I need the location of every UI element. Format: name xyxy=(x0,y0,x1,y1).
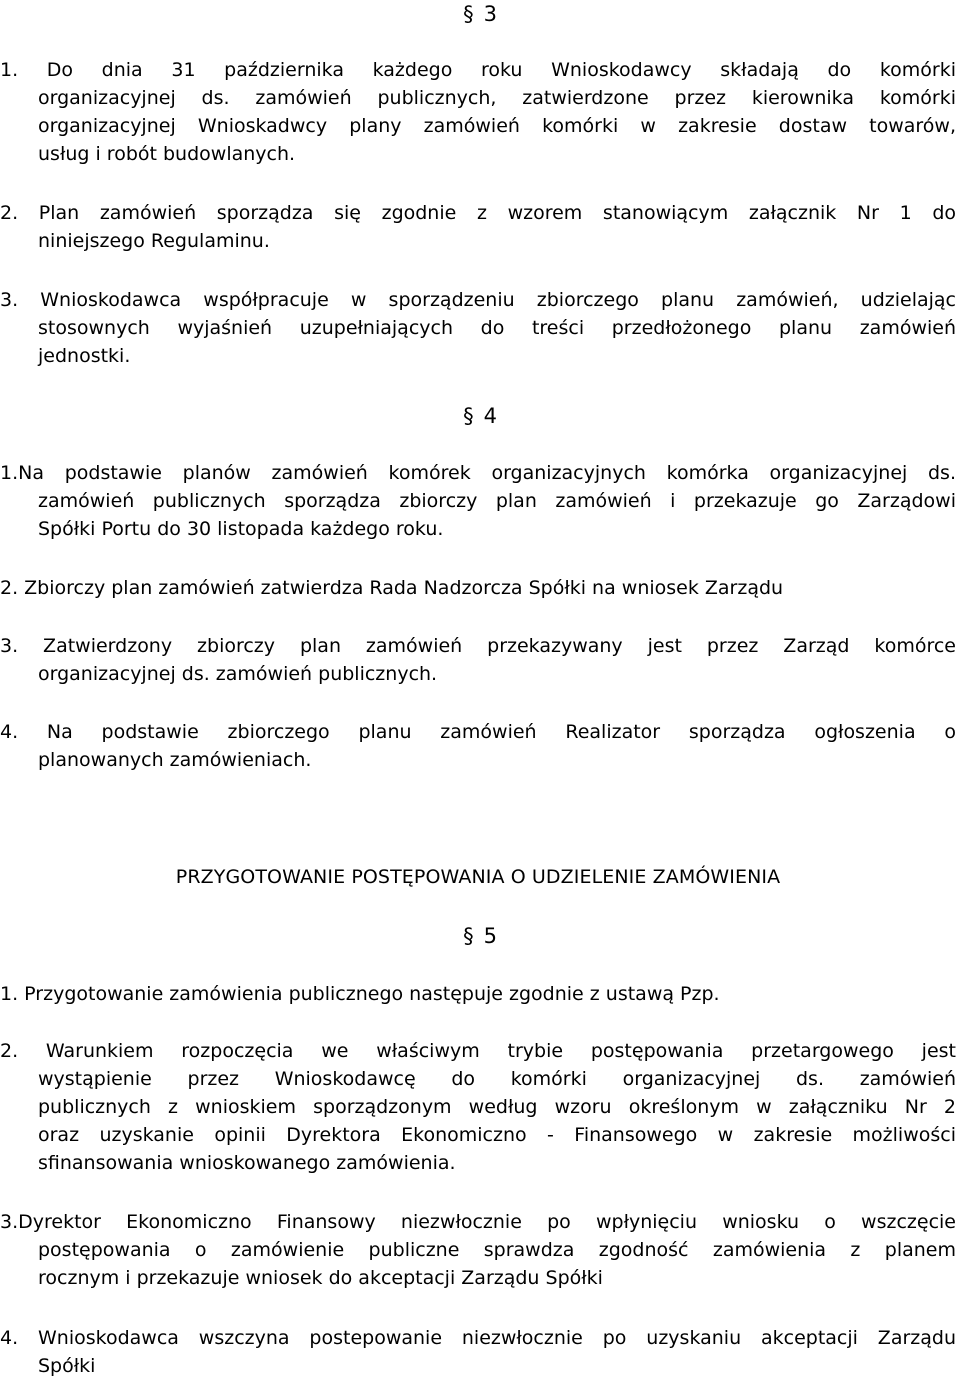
section-number: 5 xyxy=(483,924,497,948)
s4-paragraph-4 xyxy=(0,718,956,774)
text-line: 2. Zbiorczy plan zamówień zatwierdza Rada Nadzorcza Spółki na wniosek Zarządu xyxy=(0,577,784,599)
s3-paragraph-3 xyxy=(0,286,956,370)
text-line: 1. Do dnia 31 października każdego roku Wnioskodawcy składają do komórki xyxy=(0,59,956,81)
text-line: rocznym i przekazuje wniosek do akceptacji Zarządu Spółki xyxy=(38,1267,603,1289)
section-symbol: § xyxy=(463,404,474,428)
text-line: planowanych zamówieniach. xyxy=(38,749,312,771)
text-line: 3.Dyrektor Ekonomiczno Finansowy niezwłocznie po wpłynięciu wniosku o wszczęcie xyxy=(0,1211,956,1233)
text-line: 2. Plan zamówień sporządza się zgodnie z wzorem stanowiącym załącznik Nr 1 do xyxy=(0,202,956,224)
text-line: organizacyjnej Wnioskadwcy plany zamówień komórki w zakresie dostaw towarów, xyxy=(38,115,956,137)
text-line: 1. Przygotowanie zamówienia publicznego następuje zgodnie z ustawą Pzp. xyxy=(0,983,720,1005)
chapter-heading: PRZYGOTOWANIE POSTĘPOWANIA O UDZIELENIE ZAMÓWIENIA xyxy=(175,866,781,888)
section-4-marker xyxy=(0,402,960,430)
text-line: 4. Na podstawie zbiorczego planu zamówień Realizator sporządza ogłoszenia o xyxy=(0,721,956,743)
text-line: zamówień publicznych sporządza zbiorczy plan zamówień i przekazuje go Zarządowi xyxy=(38,490,956,512)
s5-paragraph-1 xyxy=(0,980,956,1008)
s4-paragraph-1 xyxy=(0,459,956,543)
text-line: stosownych wyjaśnień uzupełniających do treści przedłożonego planu zamówień xyxy=(38,317,956,339)
s5-paragraph-3 xyxy=(0,1208,956,1292)
s5-paragraph-4 xyxy=(0,1324,956,1380)
text-line: oraz uzyskanie opinii Dyrektora Ekonomiczno - Finansowego w zakresie możliwości xyxy=(38,1124,956,1146)
text-line: jednostki. xyxy=(38,345,131,367)
section-number: 3 xyxy=(483,2,497,26)
text-line: 1.Na podstawie planów zamówień komórek organizacyjnych komórka organizacyjnej ds. xyxy=(0,462,956,484)
text-line: postępowania o zamówienie publiczne sprawdza zgodność zamówienia z planem xyxy=(38,1239,956,1261)
s4-paragraph-2 xyxy=(0,574,956,602)
text-line: 3. Zatwierdzony zbiorczy plan zamówień przekazywany jest przez Zarząd komórce xyxy=(0,635,956,657)
text-line: wystąpienie przez Wnioskodawcę do komórki organizacyjnej ds. zamówień xyxy=(38,1068,956,1090)
section-symbol: § xyxy=(463,2,474,26)
text-line: 3. Wnioskodawca współpracuje w sporządzeniu zbiorczego planu zamówień, udzielając xyxy=(0,289,956,311)
text-line: 4. Wnioskodawca wszczyna postepowanie niezwłocznie po uzyskaniu akceptacji Zarządu xyxy=(0,1327,956,1349)
section-3-marker xyxy=(0,0,960,28)
s3-paragraph-1 xyxy=(0,56,956,168)
text-line: Spółki xyxy=(38,1355,96,1377)
text-line: 2. Warunkiem rozpoczęcia we właściwym trybie postępowania przetargowego jest xyxy=(0,1040,956,1062)
text-line: Spółki Portu do 30 listopada każdego roku. xyxy=(38,518,444,540)
section-number: 4 xyxy=(483,404,497,428)
text-line: usług i robót budowlanych. xyxy=(38,143,296,165)
text-line: niniejszego Regulaminu. xyxy=(38,230,270,252)
s3-paragraph-2 xyxy=(0,199,956,255)
s5-paragraph-2 xyxy=(0,1037,956,1177)
section-symbol: § xyxy=(463,924,474,948)
text-line: publicznych z wnioskiem sporządzonym według wzoru określonym w załączniku Nr 2 xyxy=(38,1096,956,1118)
text-line: organizacyjnej ds. zamówień publicznych. xyxy=(38,663,438,685)
text-line: sfinansowania wnioskowanego zamówienia. xyxy=(38,1152,456,1174)
section-5-marker xyxy=(0,922,960,950)
text-line: organizacyjnej ds. zamówień publicznych, zatwierdzone przez kierownika komórki xyxy=(38,87,956,109)
s4-paragraph-3 xyxy=(0,632,956,688)
